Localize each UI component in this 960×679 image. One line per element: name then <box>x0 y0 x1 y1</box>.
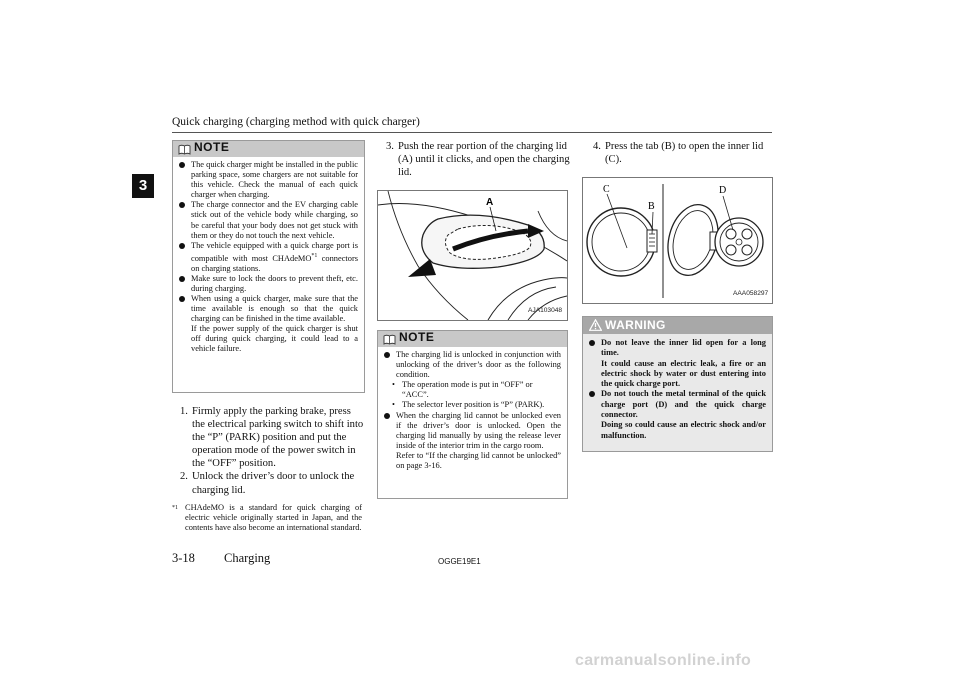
step-item: 2. Unlock the driver’s door to unlock the charging lid. <box>180 471 355 496</box>
warning-box <box>582 316 773 452</box>
footer-page-number: 3-18 <box>172 551 195 565</box>
note-header-1 <box>173 141 364 157</box>
warning-title: WARNING <box>605 318 666 332</box>
charging-lid-illustration <box>378 191 567 320</box>
figure-code: AJA103048 <box>528 307 563 314</box>
note1-item: Make sure to lock the doors to prevent theft, etc. during charging. <box>179 274 358 294</box>
note-icon <box>383 333 396 345</box>
note-box-2 <box>377 330 568 499</box>
note1-item: When using a quick charger, make sure that the time available is enough so that the quick charging can be finished in the time available. If the power supply of the quick charger is shut off during quick charging, it could lead to a vehicle failure. <box>179 294 358 355</box>
header-rule <box>172 132 772 133</box>
warning-triangle-icon <box>589 319 602 331</box>
footer-section-name: Charging <box>224 551 271 565</box>
footer-doc-code: OGGE19E1 <box>438 557 481 566</box>
figure-label-b: B <box>648 201 655 212</box>
step-4: 4. Press the tab (B) to open the inner lid (C). <box>593 141 764 166</box>
step-3: 3. Push the rear portion of the charging lid (A) until it clicks, and open the charging lid. <box>386 141 570 179</box>
figure-quick-charge-port <box>582 177 773 304</box>
warning-item: Do not leave the inner lid open for a long time. It could cause an electric leak, a fire or an electric shock by water or dust entering into the quick charge port. <box>589 338 766 389</box>
footnote-ref: *1 <box>311 252 318 259</box>
note2-item: The charging lid is unlocked in conjunction with unlocking of the driver’s door as the following condition. <box>384 350 561 380</box>
note-title-1: NOTE <box>194 140 230 154</box>
note1-item: The quick charger might be installed in the public parking space, some chargers are not suitable for this vehicle. Check the manual of each quick charger when charging. <box>179 160 358 200</box>
warning-header <box>583 317 772 334</box>
figure-label-d: D <box>719 185 727 196</box>
figure-charging-lid <box>377 190 568 321</box>
note1-item: The vehicle equipped with a quick charge port is compatible with most CHAdeMO$^{*1}$ connectors on charging stations. <box>179 241 358 274</box>
note2-subitem: • The operation mode is put in “OFF” or “ACC”. <box>392 380 533 400</box>
footnote <box>172 503 362 533</box>
quick-charge-port-illustration <box>583 178 772 303</box>
note-header-2 <box>378 331 567 347</box>
figure-code: AAA058297 <box>733 290 769 297</box>
figure-label-c: C <box>603 184 610 195</box>
note-box-1 <box>172 140 365 393</box>
note2-item-ref: Refer to “If the charging lid cannot be unlocked” on page 3-16. <box>396 450 561 471</box>
note-icon <box>178 143 191 155</box>
figure-label-a: A <box>486 197 494 208</box>
watermark: carmanualsonline.info <box>575 652 752 669</box>
warning-item: Do not touch the metal terminal of the quick charge port (D) and the quick charge connector. Doing so could cause an electric shock and/or malfunction. <box>589 389 766 440</box>
footnote-mark: *1 <box>172 505 178 511</box>
note2-subitem: • The selector lever position is “P” (PARK). <box>392 400 545 410</box>
note1-item: The charge connector and the EV charging cable stick out of the vehicle body while charging, so be careful that your body does not get stuck with them or they do not touch the next vehicle. <box>179 200 358 240</box>
note-title-2: NOTE <box>399 330 435 344</box>
step-item: 1. Firmly apply the parking brake, press the electrical parking switch to shift into the “P” (PARK) position and put the operation mode of the power switch in the “OFF” position. <box>180 406 364 470</box>
steps-left <box>180 405 364 497</box>
footnote-text: CHAdeMO is a standard for quick charging of electric vehicle originally started in Japan, and the contents have also become an international standard. <box>185 503 362 533</box>
page-header-title: Quick charging (charging method with quick charger) <box>172 116 420 128</box>
note1-item-extra: If the power supply of the quick charger is shut off during quick charging, it could lead to a vehicle failure. <box>191 324 358 354</box>
note2-item: When the charging lid cannot be unlocked even if the driver’s door is unlocked. Open the charging lid manually by using the release lever inside of the interior trim in the cargo room. Refer to “If the charging lid cannot be unlocked” on page 3-16. <box>384 411 561 472</box>
chapter-tab: 3 <box>132 174 154 198</box>
